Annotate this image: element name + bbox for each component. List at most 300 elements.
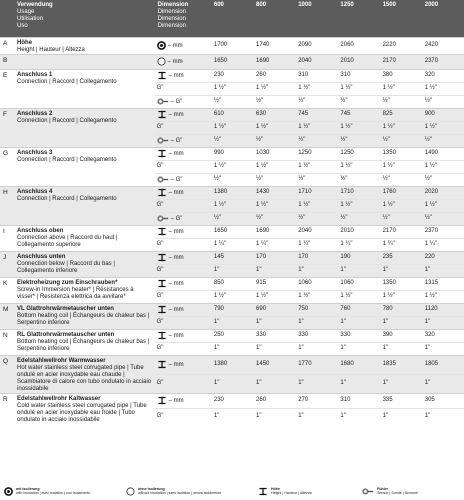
height-dimension-icon — [157, 227, 167, 236]
value-cell: 1" — [337, 264, 379, 277]
dimension-unit: – mm — [168, 151, 184, 158]
value-cell: 2040 — [295, 225, 337, 238]
table-row — [0, 54, 464, 69]
height-dimension-icon — [157, 396, 167, 405]
value-cell: ½" — [337, 173, 379, 186]
value-cell: 1770 — [295, 355, 337, 374]
row-letter: K — [0, 277, 14, 303]
dimension-unit: – mm — [167, 43, 183, 50]
value-cell: 1060 — [337, 277, 379, 290]
value-cell: 1350 — [380, 147, 422, 160]
header-dimension — [155, 0, 211, 37]
row-dimension — [155, 199, 211, 212]
value-cell: 235 — [380, 251, 422, 264]
dimension-unit: – G" — [170, 216, 183, 223]
usage-title: Anschluss 1 — [17, 71, 53, 78]
value-cell: 1 ½" — [295, 290, 337, 303]
header-dimension-line: Dimension — [157, 16, 186, 22]
usage-subtitle: Connection above | Raccord du haut | Collegamento superiore — [17, 234, 118, 248]
dimension-unit: G" — [156, 412, 164, 419]
row-usage — [14, 37, 155, 54]
value-cell: 780 — [380, 303, 422, 316]
value-cell: 1 ¼" — [337, 238, 379, 251]
usage-subtitle: Connection | Raccord | Collegamento — [17, 117, 117, 124]
dimension-unit: – mm — [168, 229, 184, 236]
value-cell: 825 — [380, 108, 422, 121]
value-cell: 1" — [253, 316, 295, 329]
value-cell: ½" — [253, 95, 295, 108]
value-cell: 1 ½" — [380, 290, 422, 303]
value-cell: 1 ½" — [211, 82, 253, 95]
value-cell: ½" — [295, 134, 337, 147]
height-dimension-icon — [157, 188, 167, 197]
legend-title: Fühler — [377, 487, 388, 491]
value-cell: 1 ½" — [295, 121, 337, 134]
row-dimension — [155, 374, 211, 393]
header-dimension-line: Dimension — [157, 2, 189, 8]
row-dimension — [155, 186, 211, 199]
legend-sub: with insulation | avec isolation | con isolamento — [16, 491, 91, 495]
value-cell: 1 ½" — [211, 160, 253, 173]
table-row — [0, 303, 464, 316]
value-cell: 745 — [295, 108, 337, 121]
value-cell: 1710 — [337, 186, 379, 199]
usage-subtitle: Hot water stainless steel corrugated pipe | Tube ondulé en acier inoxydable eau chaude | Scambiatore di calore con tubo ondulato in acciaio inossidabile — [17, 364, 152, 392]
value-cell: 2010 — [337, 225, 379, 238]
value-cell: 1380 — [211, 186, 253, 199]
value-cell: 1 ½" — [253, 160, 295, 173]
row-dimension — [155, 238, 211, 251]
row-letter: E — [0, 69, 14, 108]
value-cell: 2420 — [422, 37, 464, 54]
dimension-unit: – G" — [170, 177, 183, 184]
value-cell: 1 ½" — [337, 160, 379, 173]
row-dimension — [155, 355, 211, 374]
sensor-icon — [157, 175, 169, 184]
row-dimension — [155, 134, 211, 147]
value-cell: 1700 — [211, 37, 253, 54]
table-row — [0, 108, 464, 121]
row-letter: I — [0, 225, 14, 251]
value-cell: 145 — [211, 251, 253, 264]
row-usage — [14, 277, 155, 303]
value-cell: 1 ½" — [253, 82, 295, 95]
value-cell: 1" — [211, 342, 253, 355]
usage-title: Anschluss 4 — [17, 188, 53, 195]
height-dimension-icon — [157, 305, 167, 314]
value-cell: 1 ½" — [337, 82, 379, 95]
dimension-unit: G" — [156, 345, 164, 351]
usage-title: VL Glattrohrwärmetauscher unten — [17, 305, 114, 312]
value-cell: 1250 — [295, 147, 337, 160]
usage-title: Edelstahlwellrohr Warmwasser — [17, 357, 106, 364]
legend-title: mit Isolierung — [16, 487, 40, 491]
dimension-unit: – mm — [168, 190, 184, 197]
row-usage — [14, 225, 155, 251]
value-cell: 390 — [380, 329, 422, 342]
value-cell: ½" — [295, 95, 337, 108]
header-size-1500: 1500 — [380, 0, 422, 37]
value-cell: 310 — [295, 69, 337, 82]
row-letter: Q — [0, 355, 14, 393]
value-cell: 1 ½" — [295, 199, 337, 212]
value-cell: 1" — [295, 316, 337, 329]
row-dimension — [155, 54, 211, 69]
value-cell: 1 ½" — [337, 290, 379, 303]
value-cell: 1" — [337, 409, 379, 424]
row-usage — [14, 147, 155, 186]
row-usage — [14, 251, 155, 277]
value-cell: 1 ½" — [422, 121, 464, 134]
table-row — [0, 329, 464, 342]
row-letter: B — [0, 54, 14, 69]
value-cell: 1650 — [211, 225, 253, 238]
usage-subtitle: Connection | Raccord | Collegamento — [17, 195, 117, 202]
row-dimension — [155, 121, 211, 134]
usage-title: RL Glattrohrwärmetauscher unten — [17, 331, 115, 338]
value-cell: 2170 — [380, 225, 422, 238]
circle-open-icon — [126, 487, 135, 496]
value-cell: 1" — [211, 316, 253, 329]
value-cell: 610 — [211, 108, 253, 121]
dimension-unit: – mm — [168, 333, 184, 340]
value-cell: ½" — [337, 212, 379, 225]
dimension-unit: – G" — [170, 138, 183, 145]
value-cell: 230 — [211, 69, 253, 82]
row-usage — [14, 355, 155, 393]
dimension-unit: – mm — [168, 255, 184, 262]
value-cell: 1 ½" — [211, 199, 253, 212]
row-letter: R — [0, 393, 14, 424]
value-cell: 320 — [422, 329, 464, 342]
value-cell: ½" — [295, 173, 337, 186]
value-cell: 330 — [337, 329, 379, 342]
table-row — [0, 225, 464, 238]
table-row — [0, 69, 464, 82]
value-cell: 1 ½" — [211, 121, 253, 134]
header-letter-cell — [0, 0, 14, 37]
row-dimension — [155, 69, 211, 82]
value-cell: 220 — [422, 251, 464, 264]
row-dimension — [155, 108, 211, 121]
header-size-1250: 1250 — [337, 0, 379, 37]
legend-title: ohne Isolierung — [138, 487, 165, 491]
value-cell: 1" — [380, 316, 422, 329]
value-cell: 1710 — [295, 186, 337, 199]
dimension-unit: G" — [156, 202, 164, 208]
row-dimension — [155, 277, 211, 290]
value-cell: 630 — [253, 108, 295, 121]
header-usage-line: Utilisation — [17, 16, 44, 22]
height-dimension-icon — [157, 110, 167, 119]
dimension-unit: G" — [156, 124, 164, 130]
value-cell: 1 ¼" — [295, 238, 337, 251]
value-cell: 260 — [253, 393, 295, 409]
value-cell: 305 — [422, 393, 464, 409]
usage-title: Edelstahlwellrohr Kaltwasser — [17, 395, 101, 402]
value-cell: 2220 — [380, 37, 422, 54]
value-cell: 1 ¼" — [211, 238, 253, 251]
value-cell: 1" — [211, 374, 253, 393]
value-cell: 1" — [337, 316, 379, 329]
row-dimension — [155, 82, 211, 95]
table-row — [0, 37, 464, 54]
row-dimension — [155, 251, 211, 264]
row-letter: H — [0, 186, 14, 225]
value-cell: 270 — [295, 393, 337, 409]
row-usage — [14, 108, 155, 147]
value-cell: 1060 — [295, 277, 337, 290]
dimension-unit: G" — [156, 267, 164, 273]
table-row — [0, 186, 464, 199]
value-cell: 1" — [253, 264, 295, 277]
circle-filled-icon — [4, 487, 13, 496]
table-row — [0, 355, 464, 374]
value-cell: 900 — [422, 108, 464, 121]
row-dimension — [155, 95, 211, 108]
value-cell: 1" — [211, 264, 253, 277]
usage-title: Anschluss unten — [17, 253, 66, 260]
value-cell: ½" — [211, 212, 253, 225]
value-cell: 1 ½" — [380, 82, 422, 95]
value-cell: 1 ½" — [422, 199, 464, 212]
height-dimension-icon — [157, 253, 167, 262]
value-cell: 750 — [295, 303, 337, 316]
usage-subtitle: Screw-in Immersion heater* | Résistances à visser* | Resistenza elettrica da avvitare* — [17, 286, 134, 300]
value-cell: 2060 — [337, 37, 379, 54]
row-usage — [14, 69, 155, 108]
usage-subtitle: Height | Hauteur | Altezza — [17, 46, 85, 53]
height-dimension-icon — [157, 331, 167, 340]
value-cell: 1680 — [337, 355, 379, 374]
value-cell: ½" — [422, 212, 464, 225]
value-cell: 1 ½" — [422, 290, 464, 303]
value-cell: 1 ¼" — [253, 238, 295, 251]
value-cell: 1 ¼" — [422, 238, 464, 251]
value-cell: 1 ½" — [380, 121, 422, 134]
value-cell: 1740 — [253, 37, 295, 54]
sensor-icon — [362, 487, 374, 496]
value-cell: 2020 — [422, 186, 464, 199]
legend — [0, 485, 464, 500]
header-dimension-line: Dimension — [157, 9, 186, 15]
value-cell: 1380 — [211, 355, 253, 374]
row-dimension — [155, 290, 211, 303]
row-dimension — [155, 225, 211, 238]
value-cell: 1490 — [422, 147, 464, 160]
value-cell: ½" — [253, 173, 295, 186]
value-cell: 1 ½" — [253, 121, 295, 134]
header-usage-line: Verwendung — [17, 2, 53, 8]
value-cell: 1805 — [422, 355, 464, 374]
legend-title: Höhe — [271, 487, 280, 491]
value-cell: 2170 — [380, 54, 422, 69]
row-dimension — [155, 329, 211, 342]
row-usage — [14, 186, 155, 225]
header-usage — [14, 0, 155, 37]
dimension-unit: – mm — [168, 112, 184, 119]
header-dimension-line: Dimension — [157, 23, 186, 29]
height-dimension-icon — [157, 360, 167, 369]
value-cell: 1315 — [422, 277, 464, 290]
value-cell: 2090 — [295, 37, 337, 54]
row-letter: F — [0, 108, 14, 147]
value-cell: ½" — [380, 212, 422, 225]
usage-title: Höhe — [17, 39, 33, 46]
value-cell: 1030 — [253, 147, 295, 160]
legend-height — [258, 487, 312, 496]
value-cell: 1" — [253, 342, 295, 355]
value-cell: 850 — [211, 277, 253, 290]
value-cell: 1" — [380, 264, 422, 277]
value-cell: 170 — [253, 251, 295, 264]
dimension-unit: – mm — [168, 281, 184, 288]
usage-subtitle: Bottom heating coil | Échangeurs de chaleur bas | Serpentino inferiore — [17, 338, 150, 352]
value-cell: 2010 — [337, 54, 379, 69]
value-cell: 230 — [211, 393, 253, 409]
value-cell: 2370 — [422, 54, 464, 69]
value-cell: ½" — [422, 95, 464, 108]
row-dimension — [155, 409, 211, 424]
header-size-1000: 1000 — [295, 0, 337, 37]
legend-sub: without insulation | sans isolation | senza isolamento — [138, 491, 222, 495]
value-cell: 1250 — [337, 147, 379, 160]
value-cell: 2370 — [422, 225, 464, 238]
value-cell: 1 ½" — [253, 199, 295, 212]
row-dimension — [155, 393, 211, 409]
value-cell: 1" — [337, 342, 379, 355]
value-cell: 915 — [253, 277, 295, 290]
value-cell: 1" — [295, 342, 337, 355]
usage-subtitle: Bottom heating coil | Échangeurs de chaleur bas | Serpentino inferiore — [17, 312, 150, 326]
dimension-unit: G" — [156, 380, 164, 386]
value-cell: 1690 — [253, 225, 295, 238]
row-usage — [14, 54, 155, 69]
circle-filled-icon — [157, 41, 166, 50]
value-cell: 1" — [422, 409, 464, 424]
value-cell: 190 — [337, 251, 379, 264]
value-cell: ½" — [337, 134, 379, 147]
value-cell: 1" — [422, 264, 464, 277]
row-dimension — [155, 147, 211, 160]
row-letter: J — [0, 251, 14, 277]
table-row — [0, 147, 464, 160]
value-cell: 1 ½" — [295, 160, 337, 173]
value-cell: 1" — [295, 409, 337, 424]
dimension-unit: G" — [156, 163, 164, 169]
header-size-600: 600 — [211, 0, 253, 37]
circle-open-icon — [157, 57, 166, 66]
value-cell: ½" — [211, 95, 253, 108]
value-cell: 1 ½" — [253, 290, 295, 303]
value-cell: 310 — [337, 393, 379, 409]
usage-subtitle: Connection | Raccord | Collegamento — [17, 78, 117, 85]
value-cell: 690 — [253, 303, 295, 316]
value-cell: 990 — [211, 147, 253, 160]
value-cell: 1835 — [380, 355, 422, 374]
value-cell: 320 — [422, 69, 464, 82]
value-cell: 1650 — [211, 54, 253, 69]
row-dimension — [155, 264, 211, 277]
value-cell: 1" — [422, 316, 464, 329]
row-letter: N — [0, 329, 14, 355]
height-dimension-icon — [157, 149, 167, 158]
dimension-unit: G" — [156, 241, 164, 247]
dimension-unit: G" — [156, 85, 164, 91]
value-cell: ½" — [380, 173, 422, 186]
value-cell: 1" — [295, 264, 337, 277]
header-usage-line: Uso — [17, 23, 28, 29]
header-usage-line: Usage — [17, 9, 35, 15]
usage-subtitle: Cold water stainless steel corrugated pipe | Tube ondulé en acier inoxydable eau froide | Tubo ondulato in acciaio inossidabile — [17, 402, 147, 423]
row-dimension — [155, 212, 211, 225]
value-cell: 1760 — [380, 186, 422, 199]
value-cell: 1120 — [422, 303, 464, 316]
value-cell: 790 — [211, 303, 253, 316]
value-cell: 1 ½" — [380, 199, 422, 212]
value-cell: 380 — [380, 69, 422, 82]
value-cell: 1430 — [253, 186, 295, 199]
value-cell: 1450 — [253, 355, 295, 374]
row-letter: A — [0, 37, 14, 54]
header-size-800: 800 — [253, 0, 295, 37]
value-cell: 1 ½" — [422, 160, 464, 173]
table-row — [0, 277, 464, 290]
legend-sub: Sensor | Sonde | Sensore — [377, 491, 419, 495]
table-body — [0, 37, 464, 424]
value-cell: ½" — [211, 173, 253, 186]
value-cell: ½" — [211, 134, 253, 147]
value-cell: ½" — [422, 134, 464, 147]
row-letter: G — [0, 147, 14, 186]
dimension-unit: – G" — [170, 99, 183, 106]
dimension-unit: G" — [156, 319, 164, 325]
value-cell: 1 ½" — [337, 121, 379, 134]
value-cell: ½" — [380, 95, 422, 108]
value-cell: 1" — [380, 409, 422, 424]
row-dimension — [155, 160, 211, 173]
row-dimension — [155, 173, 211, 186]
row-usage — [14, 393, 155, 424]
value-cell: ½" — [380, 134, 422, 147]
value-cell: 1" — [337, 374, 379, 393]
value-cell: 1" — [253, 374, 295, 393]
value-cell: 330 — [295, 329, 337, 342]
header-size-2000: 2000 — [422, 0, 464, 37]
value-cell: 1" — [422, 374, 464, 393]
legend-sub: Height | Hauteur | Altezza — [271, 491, 312, 495]
value-cell: 1350 — [380, 277, 422, 290]
table-header-row — [0, 0, 464, 37]
dimension-unit: – mm — [168, 73, 184, 80]
value-cell: 1" — [422, 342, 464, 355]
value-cell: 1 ½" — [211, 290, 253, 303]
value-cell: 2040 — [295, 54, 337, 69]
value-cell: ½" — [253, 134, 295, 147]
sensor-icon — [157, 214, 169, 223]
dimension-unit: – mm — [168, 398, 184, 405]
value-cell: 330 — [253, 329, 295, 342]
dimension-unit: G" — [156, 293, 164, 299]
value-cell: 1" — [380, 374, 422, 393]
table-row — [0, 251, 464, 264]
sensor-icon — [157, 97, 169, 106]
usage-subtitle: Connection below | Raccord du bas | Collegamento inferiore — [17, 260, 115, 274]
value-cell: 310 — [337, 69, 379, 82]
legend-with-insulation — [4, 487, 90, 496]
legend-without-insulation — [126, 487, 221, 496]
value-cell: 1" — [253, 409, 295, 424]
